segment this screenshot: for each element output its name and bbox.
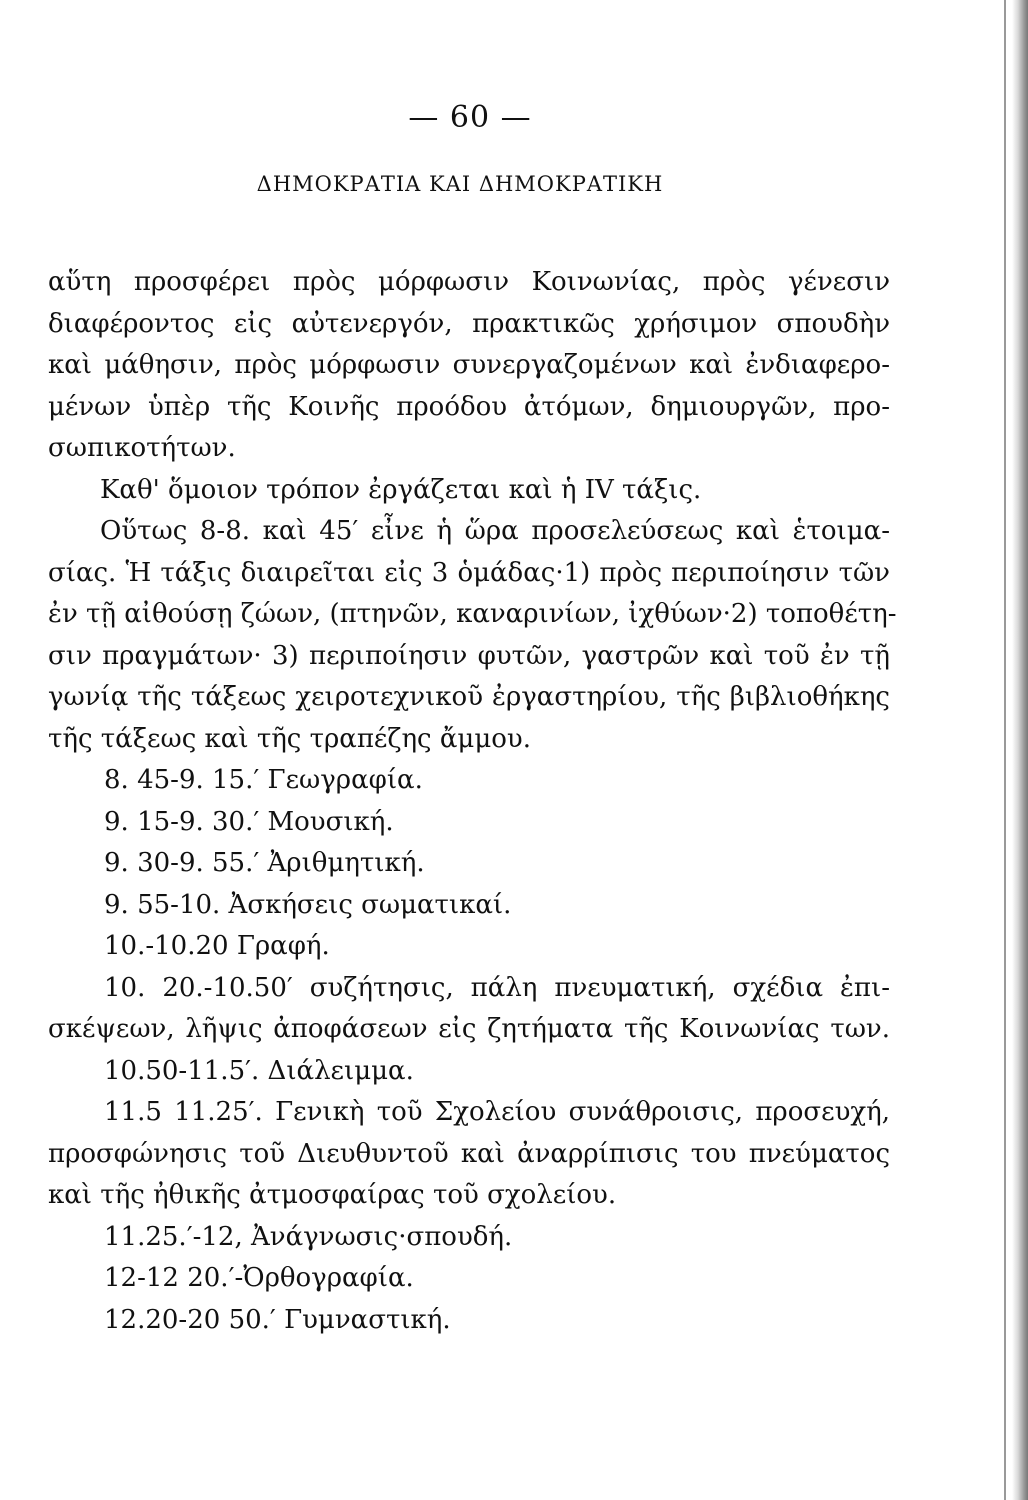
schedule-line: 12.20-20 50.′ Γυμναστική. — [104, 1304, 451, 1335]
text-line: μένων ὑπὲρ τῆς Κοινῆς προόδου ἀτόμων, δημιουργῶν, προ- — [48, 391, 890, 422]
text-line: αὕτη προσφέρει πρὸς μόρφωσιν Κοινωνίας, πρὸς γένεσιν — [48, 267, 890, 297]
schedule-line: 10. 20.-10.50′ συζήτησις, πάλη πνευματική, σχέδια ἐπι- — [104, 972, 890, 1003]
text-line: καὶ μάθησιν, πρὸς μόρφωσιν συνεργαζομένων καὶ ἐνδιαφερο- — [48, 350, 890, 380]
schedule-line: 9. 30-9. 55.′ Ἀριθμητική. — [104, 848, 425, 878]
schedule-line: 9. 55-10. Ἀσκήσεις σωματικαί. — [104, 889, 512, 920]
schedule-line: 9. 15-9. 30.′ Μουσική. — [104, 806, 394, 837]
text-line: γωνίᾳ τῆς τάξεως χειροτεχνικοῦ ἐργαστηρίου, τῆς βιβλιοθήκης — [48, 682, 890, 712]
schedule-line: 11.25.′-12, Ἀνάγνωσις·σπουδή. — [104, 1221, 513, 1252]
page-edge-line — [1004, 0, 1006, 1500]
text-line: Οὕτως 8-8. καὶ 45′ εἶνε ἡ ὥρα προσελεύσεως καὶ ἑτοιμα- — [100, 516, 890, 546]
text-line: σιν πραγμάτων· 3) περιποίησιν φυτῶν, γαστρῶν καὶ τοῦ ἐν τῇ — [48, 640, 890, 671]
schedule-line: 12-12 20.′-Ὀρθογραφία. — [104, 1263, 414, 1293]
body-text — [48, 262, 897, 1341]
text-line: Καθ' ὅμοιον τρόπον ἐργάζεται καὶ ἡ IV τάξις. — [100, 474, 702, 505]
schedule-line: 10.-10.20 Γραφή. — [104, 931, 330, 961]
text-line: ἐν τῇ αἰθούσῃ ζώων, (πτηνῶν, καναρινίων, ἰχθύων·2) τοποθέτη- — [48, 599, 897, 629]
text-line: διαφέροντος εἰς αὐτενεργόν, πρακτικῶς χρήσιμον σπουδὴν — [48, 308, 890, 339]
text-line: σκέψεων, λῆψις ἀποφάσεων εἰς ζητήματα τῆς Κοινωνίας των. — [48, 1014, 890, 1044]
page-number: — 60 — — [408, 100, 532, 135]
page-edge-shadow — [984, 0, 1028, 1500]
running-head: ΔΗΜΟΚΡΑΤΙΑ ΚΑΙ ΔΗΜΟΚΡΑΤΙΚΗ — [256, 172, 664, 196]
schedule-line: 8. 45-9. 15.′ Γεωγραφία. — [104, 765, 423, 795]
text-line: προσφώνησις τοῦ Διευθυντοῦ καὶ ἀναρρίπισις του πνεύματος — [48, 1138, 890, 1169]
text-line: καὶ τῆς ἠθικῆς ἀτμοσφαίρας τοῦ σχολείου. — [48, 1180, 617, 1210]
text-line: σωπικοτήτων. — [48, 433, 236, 463]
schedule-line: 11.5 11.25′. Γενικὴ τοῦ Σχολείου συνάθροισις, προσευχή, — [104, 1097, 890, 1127]
text-line: σίας. Ἡ τάξις διαιρεῖται εἰς 3 ὁμάδας·1) πρὸς περιποίησιν τῶν — [48, 557, 890, 588]
schedule-line: 10.50-11.5′. Διάλειμμα. — [104, 1055, 414, 1086]
text-line: τῆς τάξεως καὶ τῆς τραπέζης ἄμμου. — [48, 723, 531, 754]
